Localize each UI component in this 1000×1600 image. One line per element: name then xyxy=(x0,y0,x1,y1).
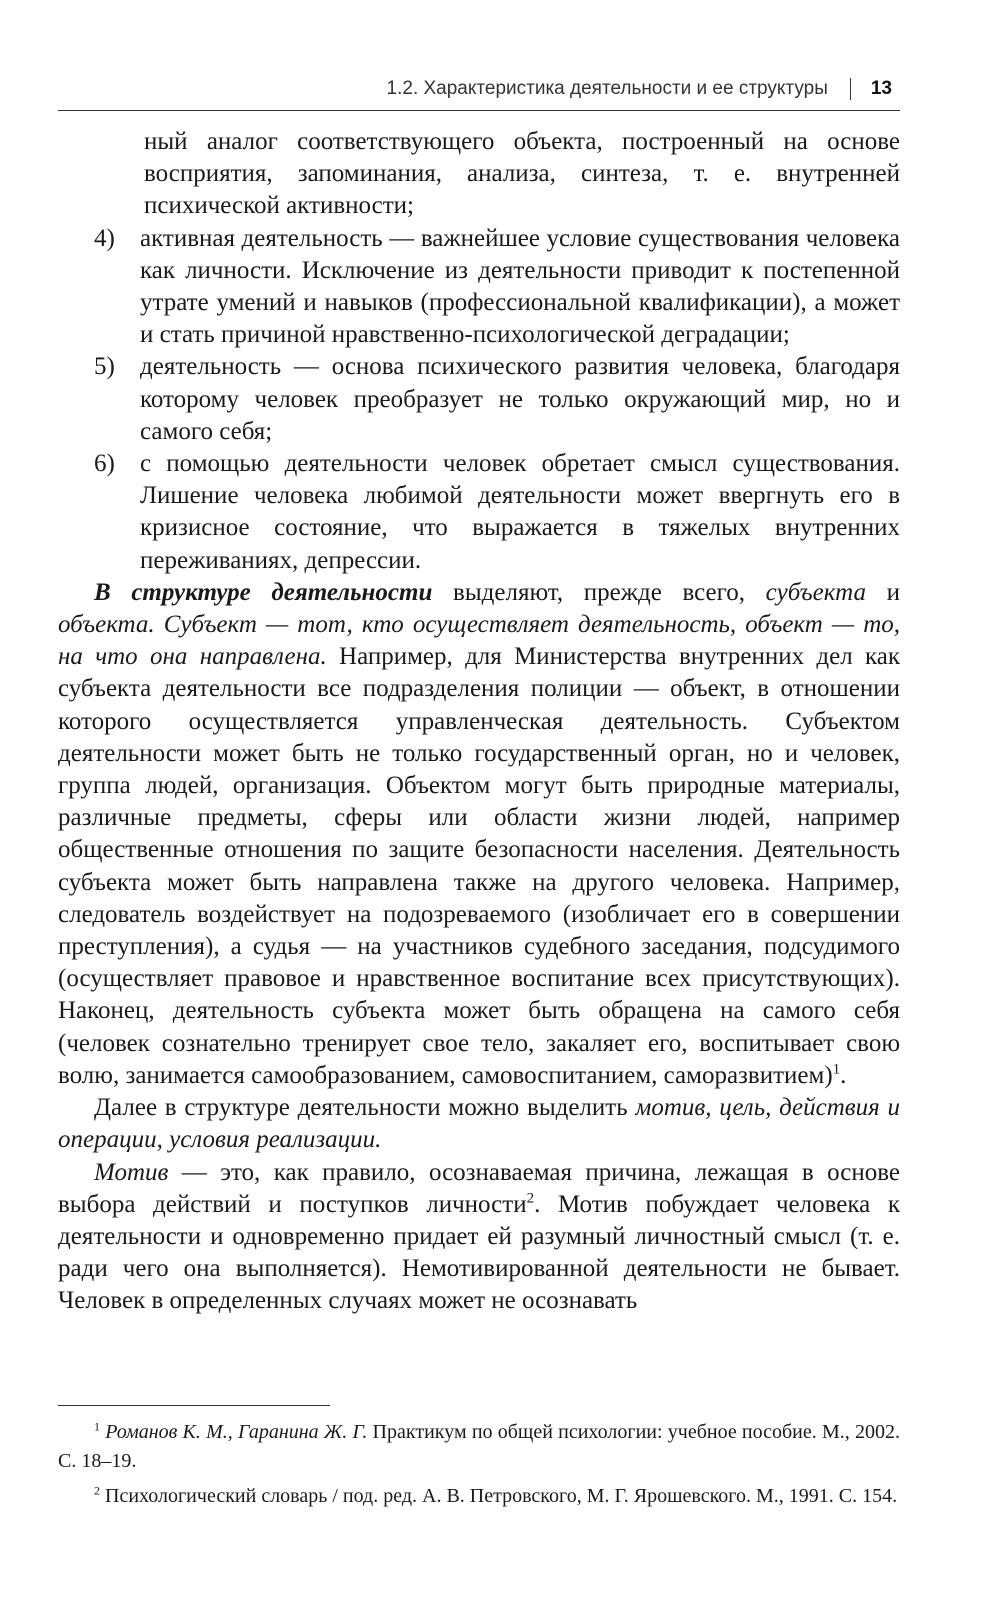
header-separator xyxy=(850,78,851,100)
footnote-text: Психологический словарь / под. ред. А. В. Петровского, М. Г. Ярошевского. М., 1991. С. 154. xyxy=(100,1485,898,1507)
footnote-2 xyxy=(58,1482,900,1511)
list-item-continuation: ный аналог соответствующего объекта, построенный на основе восприятия, запоминания, анализа, синтеза, т. е. внутренней психической активности; xyxy=(144,128,900,220)
list-number: 4) xyxy=(94,224,115,252)
list-text: активная деятельность — важнейшее условие существования человека как личности. Исключение из деятельности приводит к постепенной утрате умений и навыков (профессиональной квалификации), а может и стать причиной нравственно-психологической деградации; xyxy=(140,224,900,349)
footnote-mark: 2 xyxy=(94,1483,100,1498)
list-text: деятельность — основа психического развития человека, благодаря которому человек преобразует не только окружающий мир, но и самого себя; xyxy=(140,353,900,445)
text-run: — это, как правило, осознаваемая причина, лежащая в основе выбора действий и поступков личности xyxy=(58,1158,900,1218)
italic-run: объекта. Субъект — тот, кто осуществляет деятельность, объект — то, на что она направлена. xyxy=(58,611,900,671)
footnote-1 xyxy=(58,1418,900,1476)
running-header xyxy=(58,72,900,111)
text-run: и xyxy=(865,578,900,606)
list-text: с помощью деятельности человек обретает смысл существования. Лишение человека любимой деятельности может ввергнуть его в кризисное состояние, что выражается в тяжелых внутренних переживаниях, депрессии. xyxy=(140,450,900,574)
list-item-4 xyxy=(58,223,900,352)
text-run: выделяют, прежде всего, xyxy=(432,578,766,606)
footnote-text: Практикум по общей психологии: учебное пособие. М., 2002. С. 18–19. xyxy=(58,1421,900,1472)
list-number: 5) xyxy=(94,353,115,381)
main-text xyxy=(58,126,900,1318)
list-item-5 xyxy=(58,351,900,448)
section-title: 1.2. Характеристика деятельности и ее структуры xyxy=(386,78,828,99)
bold-italic-term: В структуре деятельности xyxy=(94,578,433,606)
text-run: Далее в структуре деятельности можно выделить xyxy=(94,1094,636,1122)
footnote-mark: 1 xyxy=(94,1419,100,1434)
text-run: . xyxy=(840,1061,847,1089)
footnote-separator xyxy=(58,1405,330,1406)
text-run: Например, для Министерства внутренних дел как субъекта деятельности все подразделения полиции — объект, в отношении которого осуществляется управленческая деятельность. Субъектом деятельности может быть не только государственный орган, но и человек, группа людей, организация. Объектом могут быть природные материалы, различные предметы, сферы или области жизни людей, например общественные отношения по защите безопасности населения. Деятельность субъекта может быть направлена также на другого человека. Например, следователь воздействует на подозреваемого (изобличает его в совершении преступления), а судья — на участников судебного заседания, подсудимого (осуществляет правовое и нравственное воспитание всех присутствующих). Наконец, деятельность субъекта может быть обращена на самого себя (человек сознательно тренирует свое тело, закаляет его, воспитывает свою волю, занимается самообразованием, самовоспитанием, саморазвитием) xyxy=(58,643,900,1089)
page-number: 13 xyxy=(870,78,892,99)
paragraph-motive xyxy=(58,1157,900,1318)
footnote-ref-1[interactable]: 1 xyxy=(832,1061,841,1078)
italic-run: субъекта xyxy=(765,578,866,606)
footnote-ref-2[interactable]: 2 xyxy=(526,1190,535,1207)
paragraph-components xyxy=(58,1092,900,1156)
list-number: 6) xyxy=(94,450,115,478)
footnote-authors: Романов К. М., Гаранина Ж. Г. xyxy=(105,1421,368,1443)
text-run: . Мотив побуждает человека к деятельности и одновременно придает ей разумный личностный смысл (т. е. ради чего она выполняется). Немотивированной деятельности не бывает. Человек в определенных случаях может не осознавать xyxy=(58,1190,900,1315)
paragraph-structure xyxy=(58,577,900,1092)
list-item-6 xyxy=(58,448,900,577)
italic-run: Мотив xyxy=(94,1158,169,1186)
italic-run: мотив, цель, действия и операции, условия реализации. xyxy=(58,1094,900,1154)
footnotes xyxy=(58,1418,900,1517)
